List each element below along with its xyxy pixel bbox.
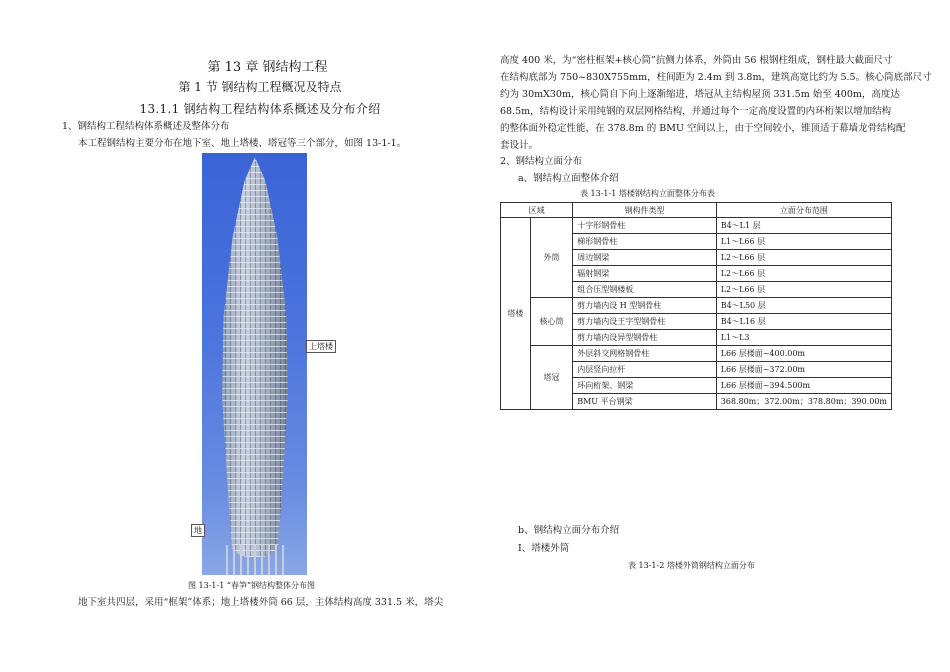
table-row	[501, 346, 892, 362]
group-cell: 外筒	[530, 218, 572, 298]
paragraph-line: 68.5m，结构设计采用纯钢的双层网格结构，并通过每个一定高度设置的内环桁架以增加结构	[500, 106, 892, 117]
range-cell: B4～L16 层	[716, 314, 891, 330]
intro-paragraph: 本工程钢结构主要分布在地下室、地上塔楼、塔冠等三个部分，如图 13-1-1。	[78, 138, 407, 149]
basement-callout: 地	[191, 524, 205, 537]
table2-caption: 表 13-1-2 塔楼外筒钢结构立面分布	[628, 561, 755, 570]
item-1-heading: 1、钢结构工程结构体系概述及整体分布	[62, 121, 230, 132]
type-cell: 剪力墙内设异型钢骨柱	[573, 330, 716, 346]
type-cell: 组合压型钢楼板	[573, 282, 716, 298]
paragraph-line: 高度 400 米，为“密柱框架+核心筒”抗侧力体系，外筒由 56 根钢柱组成，钢柱最大截面尺寸	[500, 55, 893, 66]
zone-cell: 塔楼	[501, 218, 531, 410]
subsection-title: 13.1.1 钢结构工程结构体系概述及分布介绍	[139, 102, 381, 116]
range-cell: 368.80m；372.00m；378.80m；390.00m	[716, 394, 891, 410]
type-cell: 梯形钢骨柱	[573, 234, 716, 250]
distribution-table	[500, 202, 892, 410]
type-cell: 内层竖向拉杆	[573, 362, 716, 378]
range-cell: B4～L1 层	[716, 218, 891, 234]
range-cell: L1～L66 层	[716, 234, 891, 250]
column-header: 区域	[501, 203, 573, 218]
item-2a-heading: a、钢结构立面整体介绍	[518, 173, 619, 184]
table-row	[501, 298, 892, 314]
group-cell: 塔冠	[530, 346, 572, 410]
range-cell: L66 层楼面~400.00m	[716, 346, 891, 362]
right-paragraph	[500, 52, 932, 154]
upper-tower-callout: 上塔楼	[306, 340, 336, 353]
type-cell: 辐射钢梁	[573, 266, 716, 282]
range-cell: L2～L66 层	[716, 282, 891, 298]
item-2-heading: 2、钢结构立面分布	[500, 156, 583, 167]
paragraph-line: 套设计。	[500, 140, 539, 151]
item-2b-heading: b、钢结构立面分布介绍	[518, 525, 620, 536]
range-cell: L1～L3	[716, 330, 891, 346]
range-cell: L66 层楼面~394.500m	[716, 378, 891, 394]
tower-base-columns	[226, 545, 284, 575]
paragraph-line: 的整体面外稳定性能，在 378.8m 的 BMU 空间以上，由于空间较小，锥顶适于幕墙龙骨结构配	[500, 123, 906, 134]
section-title: 第 1 节 钢结构工程概况及特点	[178, 80, 342, 94]
table-caption: 表 13-1-1 塔楼钢结构立面整体分布表	[580, 189, 715, 198]
range-cell: L2～L66 层	[716, 266, 891, 282]
type-cell: 外层斜交网格钢骨柱	[573, 346, 716, 362]
column-header: 立面分布范围	[716, 203, 891, 218]
type-cell: BMU 平台钢梁	[573, 394, 716, 410]
paragraph-line: 在结构底部为 750~830X755mm，柱间距为 2.4m 到 3.8m，建筑高宽比约为 5.5。核心筒底部尺寸	[500, 72, 932, 83]
group-cell: 核心筒	[530, 298, 572, 346]
table-row	[501, 218, 892, 234]
paragraph-line: 约为 30mX30m，核心筒自下向上逐渐缩进，塔冠从主结构屋顶 331.5m 始至 400m，高度达	[500, 89, 900, 100]
table-header-row	[501, 203, 892, 218]
range-cell: B4～L50 层	[716, 298, 891, 314]
range-cell: L66 层楼面~372.00m	[716, 362, 891, 378]
type-cell: 环向桁架、钢梁	[573, 378, 716, 394]
column-header: 钢构件类型	[573, 203, 716, 218]
range-cell: L2～L66 层	[716, 250, 891, 266]
type-cell: 周边钢梁	[573, 250, 716, 266]
tower-figure	[202, 153, 307, 575]
tower-structure-image	[220, 157, 290, 557]
type-cell: 剪力墙内设 H 型钢骨柱	[573, 298, 716, 314]
chapter-title: 第 13 章 钢结构工程	[207, 60, 328, 75]
figure-caption: 图 13-1-1 “春笋”钢结构整体分布图	[188, 581, 316, 590]
type-cell: 剪力墙内设王字型钢骨柱	[573, 314, 716, 330]
type-cell: 十字形钢骨柱	[573, 218, 716, 234]
basement-paragraph: 地下室共四层，采用“框架”体系；地上塔楼外筒 66 层，主体结构高度 331.5 米，塔尖	[78, 597, 444, 608]
item-2b1-heading: Ⅰ、塔楼外筒	[518, 543, 570, 554]
